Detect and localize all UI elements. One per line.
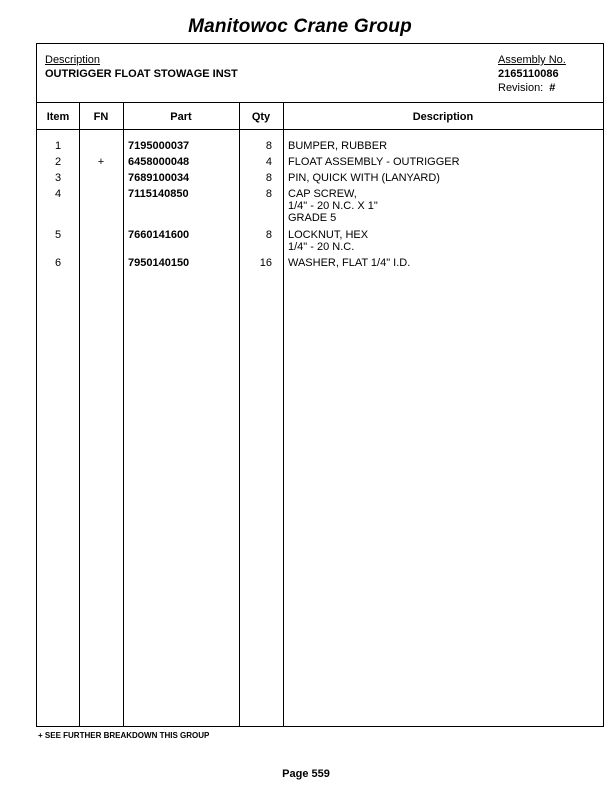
- quantity: 8: [265, 140, 272, 152]
- page-title: Manitowoc Crane Group: [188, 16, 412, 37]
- footnote: + SEE FURTHER BREAKDOWN THIS GROUP: [38, 731, 210, 740]
- item-number: 1: [54, 140, 62, 152]
- description-line: 1/4" - 20 N.C.: [288, 241, 355, 253]
- item-number: 5: [54, 229, 62, 241]
- description-line: WASHER, FLAT 1/4" I.D.: [288, 257, 411, 269]
- part-description: [288, 156, 598, 168]
- item-number: 3: [54, 172, 62, 184]
- revision-value: #: [549, 82, 556, 94]
- revision: [498, 82, 555, 94]
- assembly-header: [37, 44, 603, 103]
- parts-list-frame: [36, 43, 604, 727]
- page-number: Page 559: [282, 768, 330, 780]
- description-line: FLOAT ASSEMBLY - OUTRIGGER: [288, 156, 460, 168]
- column-header-row: [37, 103, 603, 130]
- part-description: [288, 172, 598, 184]
- quantity: 8: [265, 188, 272, 200]
- part-description: [288, 188, 598, 224]
- quantity: 8: [265, 172, 272, 184]
- description-line: LOCKNUT, HEX: [288, 229, 369, 241]
- part-number: 7689100034: [128, 172, 190, 184]
- description-line: BUMPER, RUBBER: [288, 140, 388, 152]
- column-header-part: Part: [170, 111, 192, 123]
- column-divider: [79, 103, 80, 726]
- quantity: 4: [265, 156, 272, 168]
- fn-marker: +: [97, 156, 105, 168]
- part-number: 7660141600: [128, 229, 190, 241]
- description-line: 1/4" - 20 N.C. X 1": [288, 200, 378, 212]
- part-number: 7195000037: [128, 140, 190, 152]
- description-value: OUTRIGGER FLOAT STOWAGE INST: [45, 68, 238, 80]
- column-header-fn: FN: [93, 111, 109, 123]
- column-divider: [283, 103, 284, 726]
- part-description: [288, 140, 598, 152]
- quantity: 8: [265, 229, 272, 241]
- column-divider: [123, 103, 124, 726]
- column-header-description: Description: [412, 111, 474, 123]
- description-line: GRADE 5: [288, 212, 337, 224]
- description-line: CAP SCREW,: [288, 188, 357, 200]
- description-line: PIN, QUICK WITH (LANYARD): [288, 172, 440, 184]
- item-number: 2: [54, 156, 62, 168]
- part-number: 6458000048: [128, 156, 190, 168]
- part-number: 7115140850: [128, 188, 189, 200]
- quantity: 16: [259, 257, 272, 269]
- description-label: Description: [45, 54, 101, 66]
- revision-label: Revision:: [498, 82, 544, 94]
- part-description: [288, 229, 598, 253]
- assembly-number-label: Assembly No.: [498, 54, 566, 66]
- column-header-qty: Qty: [251, 111, 271, 123]
- assembly-number-value: 2165110086: [498, 68, 559, 80]
- item-number: 6: [54, 257, 62, 269]
- item-number: 4: [54, 188, 62, 200]
- part-number: 7950140150: [128, 257, 190, 269]
- part-description: [288, 257, 598, 269]
- column-header-item: Item: [46, 111, 70, 123]
